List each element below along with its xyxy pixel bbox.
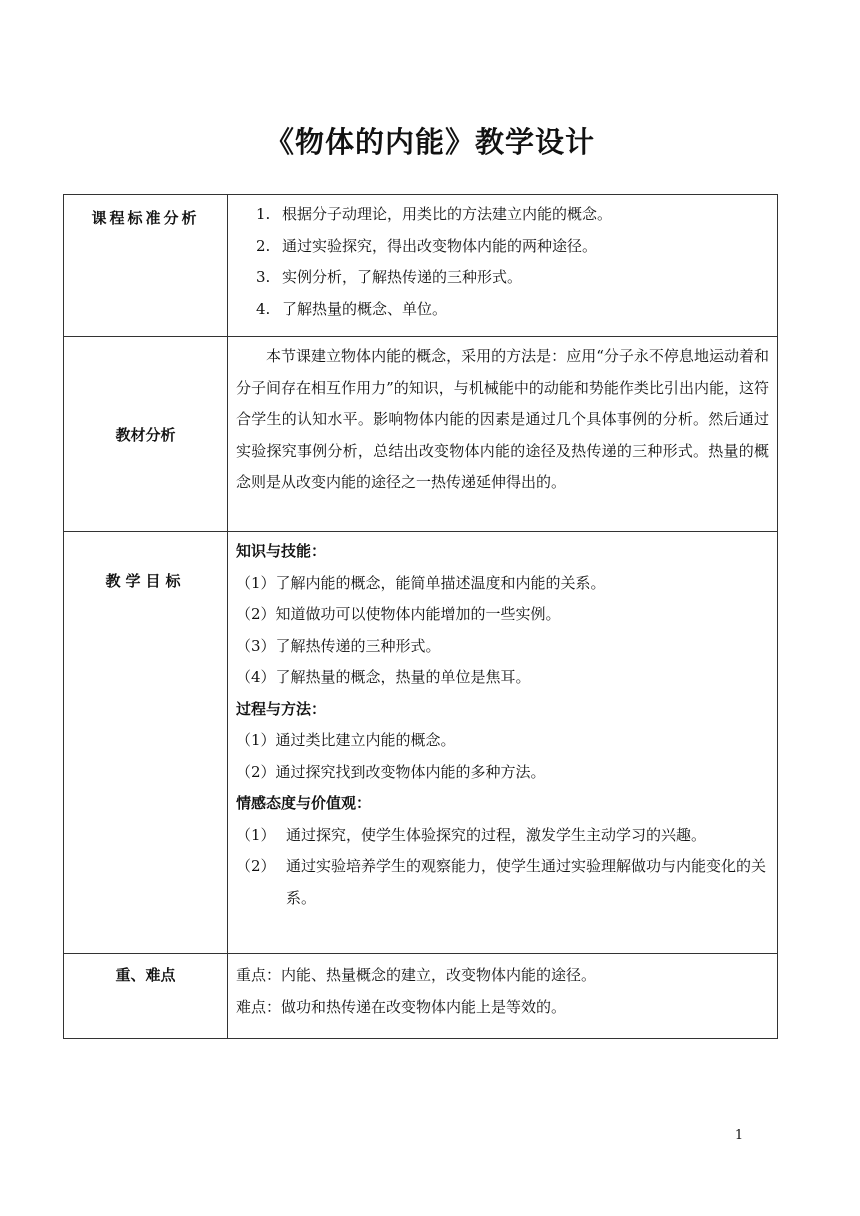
- row-heading-material: 教材分析: [64, 337, 228, 532]
- page-number: 1: [734, 1128, 744, 1143]
- material-analysis-text: 本节课建立物体内能的概念，采用的方法是：应用“分子永不停息地运动着和分子间存在相互作用力”的知识，与机械能中的动能和势能作类比引出内能，这符合学生的认知水平。影响物体内能的因素是通过几个具体事例的分析。然后通过实验探究事例分析，总结出改变物体内能的途径及热传递的三种形式。热量的概念则是从改变内能的途径之一热传递延伸得出的。: [228, 337, 778, 532]
- key-point-focus: 重点：内能、热量概念的建立，改变物体内能的途径。: [236, 966, 597, 984]
- objective-item: （1）通过类比建立内能的概念。: [236, 731, 456, 749]
- list-item: 2. 通过实验探究，得出改变物体内能的两种途径。: [256, 236, 598, 255]
- key-point-difficulty: 难点：做功和热传递在改变物体内能上是等效的。: [236, 997, 567, 1016]
- row-heading-curriculum: 课程标准分析: [64, 195, 228, 337]
- list-item: 1. 根据分子动理论，用类比的方法建立内能的概念。: [256, 205, 613, 223]
- table-row-curriculum: [64, 195, 778, 337]
- objective-item: （2）通过探究找到改变物体内能的多种方法。: [236, 762, 546, 781]
- row-heading-objectives: 教学目标: [64, 532, 228, 954]
- objective-item: （2） 通过实验培养学生的观察能力，使学生通过实验理解做功与内能变化的关系。: [236, 857, 767, 907]
- table-row-material: [64, 337, 778, 532]
- objective-item: （1） 通过探究，使学生体验探究的过程，激发学生主动学习的兴趣。: [236, 825, 707, 844]
- process-subheading: 过程与方法：: [236, 699, 327, 718]
- table-row-keypoints: [64, 954, 778, 1039]
- keypoints-content: [228, 954, 778, 1039]
- knowledge-subheading: 知识与技能：: [236, 542, 327, 560]
- objective-item: （3）了解热传递的三种形式。: [236, 636, 441, 655]
- list-item: 3. 实例分析，了解热传递的三种形式。: [256, 268, 523, 286]
- attitude-subheading: 情感态度与价值观：: [236, 794, 372, 812]
- document-title: 《物体的内能》教学设计: [264, 125, 595, 159]
- row-heading-keypoints: 重、难点: [64, 954, 228, 1039]
- lesson-plan-table: [63, 194, 778, 1039]
- curriculum-content: [228, 195, 778, 337]
- objective-item: （4）了解热量的概念，热量的单位是焦耳。: [236, 668, 531, 686]
- objectives-content: [228, 532, 778, 954]
- list-item: 4. 了解热量的概念、单位。: [256, 299, 448, 318]
- objective-item: （2）知道做功可以使物体内能增加的一些实例。: [236, 605, 561, 623]
- objective-item: （1）了解内能的概念，能简单描述温度和内能的关系。: [236, 573, 606, 592]
- table-row-objectives: [64, 532, 778, 954]
